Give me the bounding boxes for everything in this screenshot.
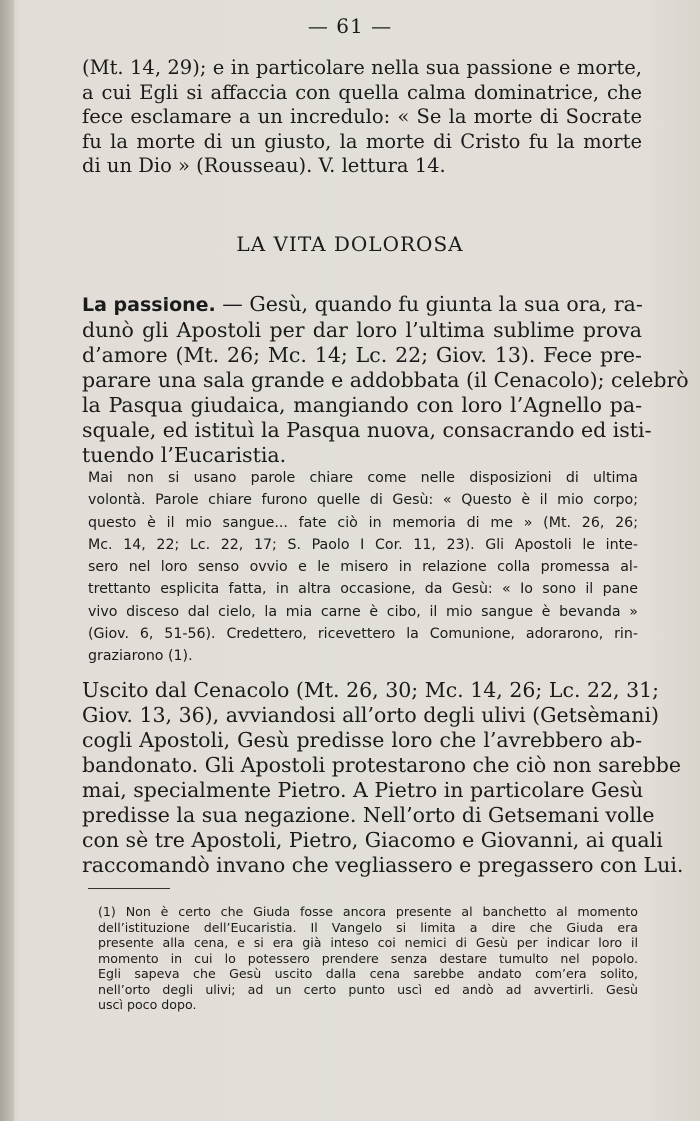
passion-line: la Pasqua giudaica, mangiando con loro l’Agnello pa-	[82, 393, 642, 417]
small-line: Mai non si usano parole chiare come nelle disposizioni di ultima	[88, 470, 638, 486]
main-line: raccomandò invano che vegliassero e pregassero con Lui.	[82, 853, 684, 877]
footnote-line: (1) Non è certo che Giuda fosse ancora presente al banchetto al momento	[98, 904, 638, 919]
page-number: — 61 —	[307, 14, 393, 38]
footnote-line: uscì poco dopo.	[98, 997, 197, 1012]
small-line: graziarono (1).	[88, 648, 193, 665]
small-line: vivo disceso dal cielo, la mia carne è cibo, il mio sangue è bevanda »	[88, 603, 638, 620]
passion-line: squale, ed istituì la Pasqua nuova, consacrando ed isti-	[82, 418, 652, 442]
footnote-divider	[88, 888, 170, 889]
small-line: Mc. 14, 22; Lc. 22, 17; S. Paolo I Cor. 11, 23). Gli Apostoli le inte-	[88, 536, 638, 553]
main-line: con sè tre Apostoli, Pietro, Giacomo e Giovanni, ai quali	[82, 828, 663, 852]
page-spine-shadow	[0, 0, 14, 1121]
intro-paragraph	[82, 56, 642, 179]
main-paragraph	[82, 678, 684, 878]
passion-line: tuendo l’Eucaristia.	[82, 443, 287, 467]
passion-title: La passione.	[82, 294, 216, 316]
footnote	[98, 904, 638, 1013]
small-line: sero nel loro senso ovvio e le misero in relazione colla promessa al-	[88, 559, 638, 576]
main-line: Giov. 13, 36), avviandosi all’orto degli ulivi (Getsèmani)	[82, 703, 659, 727]
intro-line: di un Dio » (Rousseau). V. lettura 14.	[82, 154, 446, 177]
small-line: (Giov. 6, 51-56). Credettero, ricevettero la Comunione, adorarono, rin-	[88, 626, 638, 643]
main-line: cogli Apostoli, Gesù predisse loro che l’avrebbero ab-	[82, 728, 642, 752]
passion-line: parare una sala grande e addobbata (il Cenacolo); celebrò	[82, 368, 689, 392]
footnote-line: dell’istituzione dell’Eucaristia. Il Vangelo si limita a dire che Giuda era	[98, 919, 638, 935]
intro-line: fu la morte di un giusto, la morte di Cristo fu la morte	[82, 129, 642, 153]
footnote-line: momento in cui lo potessero prendere senza destare tumulto nel popolo.	[98, 950, 638, 966]
passion-line: dunò gli Apostoli per dar loro l’ultima sublime prova	[82, 318, 642, 342]
main-line: predisse la sua negazione. Nell’orto di Getsemani volle	[82, 803, 655, 827]
passion-line: — Gesù, quando fu giunta la sua ora, ra-	[215, 292, 643, 316]
main-line: bandonato. Gli Apostoli protestarono che ciò non sarebbe	[82, 753, 682, 777]
section-heading: LA VITA DOLOROSA	[236, 232, 464, 256]
intro-line: (Mt. 14, 29); e in particolare nella sua passione e morte,	[82, 56, 642, 79]
small-line: questo è il mio sangue... fate ciò in memoria di me » (Mt. 26, 26;	[88, 514, 638, 531]
small-line: volontà. Parole chiare furono quelle di Gesù: « Questo è il mio corpo;	[88, 492, 638, 509]
intro-line: a cui Egli si affaccia con quella calma dominatrice, che	[82, 80, 642, 104]
small-line: trettanto esplicita fatta, in altra occasione, da Gesù: « Io sono il pane	[88, 581, 638, 598]
footnote-line: presente alla cena, e si era già inteso coi nemici di Gesù per indicar loro il	[98, 935, 638, 950]
small-print-paragraph	[88, 467, 638, 668]
main-line: Uscito dal Cenacolo (Mt. 26, 30; Mc. 14, 26; Lc. 22, 31;	[82, 678, 660, 702]
intro-line: fece esclamare a un incredulo: « Se la morte di Socrate	[82, 105, 642, 128]
passion-first-line	[82, 292, 642, 318]
passion-line: d’amore (Mt. 26; Mc. 14; Lc. 22; Giov. 13). Fece pre-	[82, 343, 642, 367]
main-line: mai, specialmente Pietro. A Pietro in particolare Gesù	[82, 778, 644, 802]
passion-paragraph	[82, 292, 689, 468]
footnote-line: nell’orto degli ulivi; ad un certo punto uscì ed andò ad avvertirli. Gesù	[98, 981, 638, 997]
footnote-line: Egli sapeva che Gesù uscito dalla cena sarebbe andato com’era solito,	[98, 966, 638, 981]
